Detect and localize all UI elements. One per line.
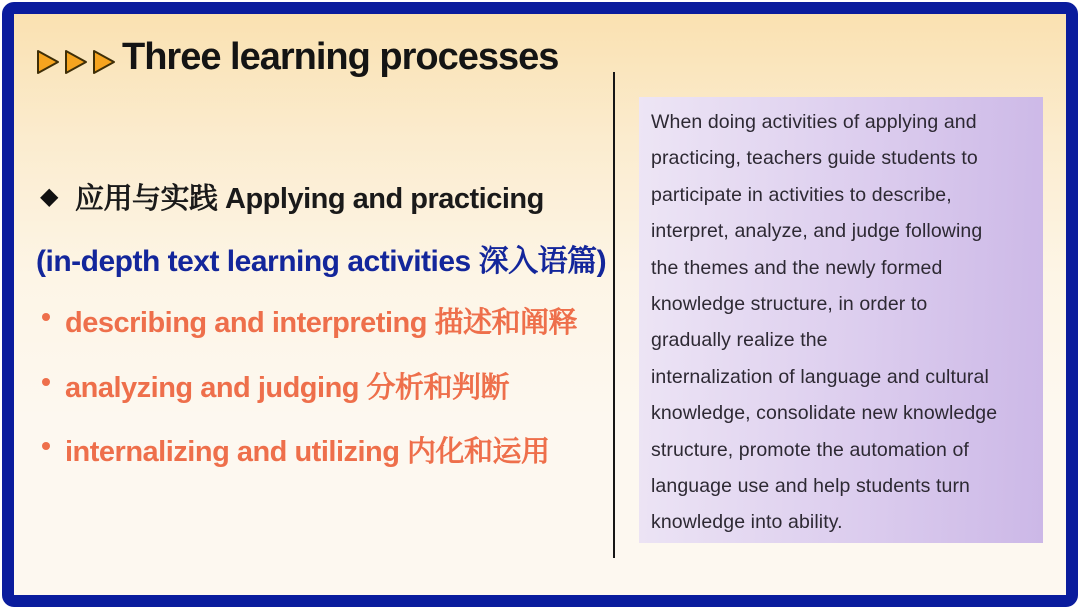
panel-text-line: knowledge into ability.	[651, 511, 843, 534]
panel-text-line: practicing, teachers guide students to	[651, 147, 978, 170]
panel-text-line: gradually realize the	[651, 329, 828, 352]
bullet-dot-icon	[42, 313, 50, 321]
panel-text-line: When doing activities of applying and	[651, 111, 977, 133]
list-item-text: internalizing and utilizing 内化和运用	[65, 436, 550, 468]
page-title: Three learning processes	[122, 36, 559, 78]
vertical-divider	[613, 72, 615, 558]
section-heading	[40, 176, 544, 217]
triangle-markers-icon	[36, 49, 118, 75]
panel-text-line: language use and help students turn	[651, 475, 970, 498]
bullet-dot-icon	[42, 378, 50, 386]
panel-text-line: knowledge structure, in order to	[651, 293, 928, 316]
list-item-text: analyzing and judging 分析和判断	[65, 372, 510, 404]
panel-text-line: structure, promote the automation of	[651, 438, 969, 461]
list-item-text: describing and interpreting 描述和阐释	[65, 307, 577, 339]
panel-text-line: participate in activities to describe,	[651, 183, 952, 206]
bullet-dot-icon	[42, 442, 50, 450]
panel-text-line: knowledge, consolidate new knowledge	[651, 402, 998, 425]
panel-text-line: the themes and the newly formed	[651, 256, 943, 279]
section-heading-text: 应用与实践 Applying and practicing	[74, 183, 544, 215]
panel-text-line: interpret, analyze, and judge following	[651, 220, 983, 243]
diamond-icon: ◆	[40, 182, 58, 210]
panel-text-line: internalization of language and cultural	[651, 365, 989, 388]
explanation-panel	[639, 97, 1043, 543]
list-item	[42, 365, 509, 406]
list-item	[42, 300, 577, 341]
section-subheading: (in-depth text learning activities 深入语篇)	[36, 245, 607, 278]
list-item	[42, 429, 550, 470]
